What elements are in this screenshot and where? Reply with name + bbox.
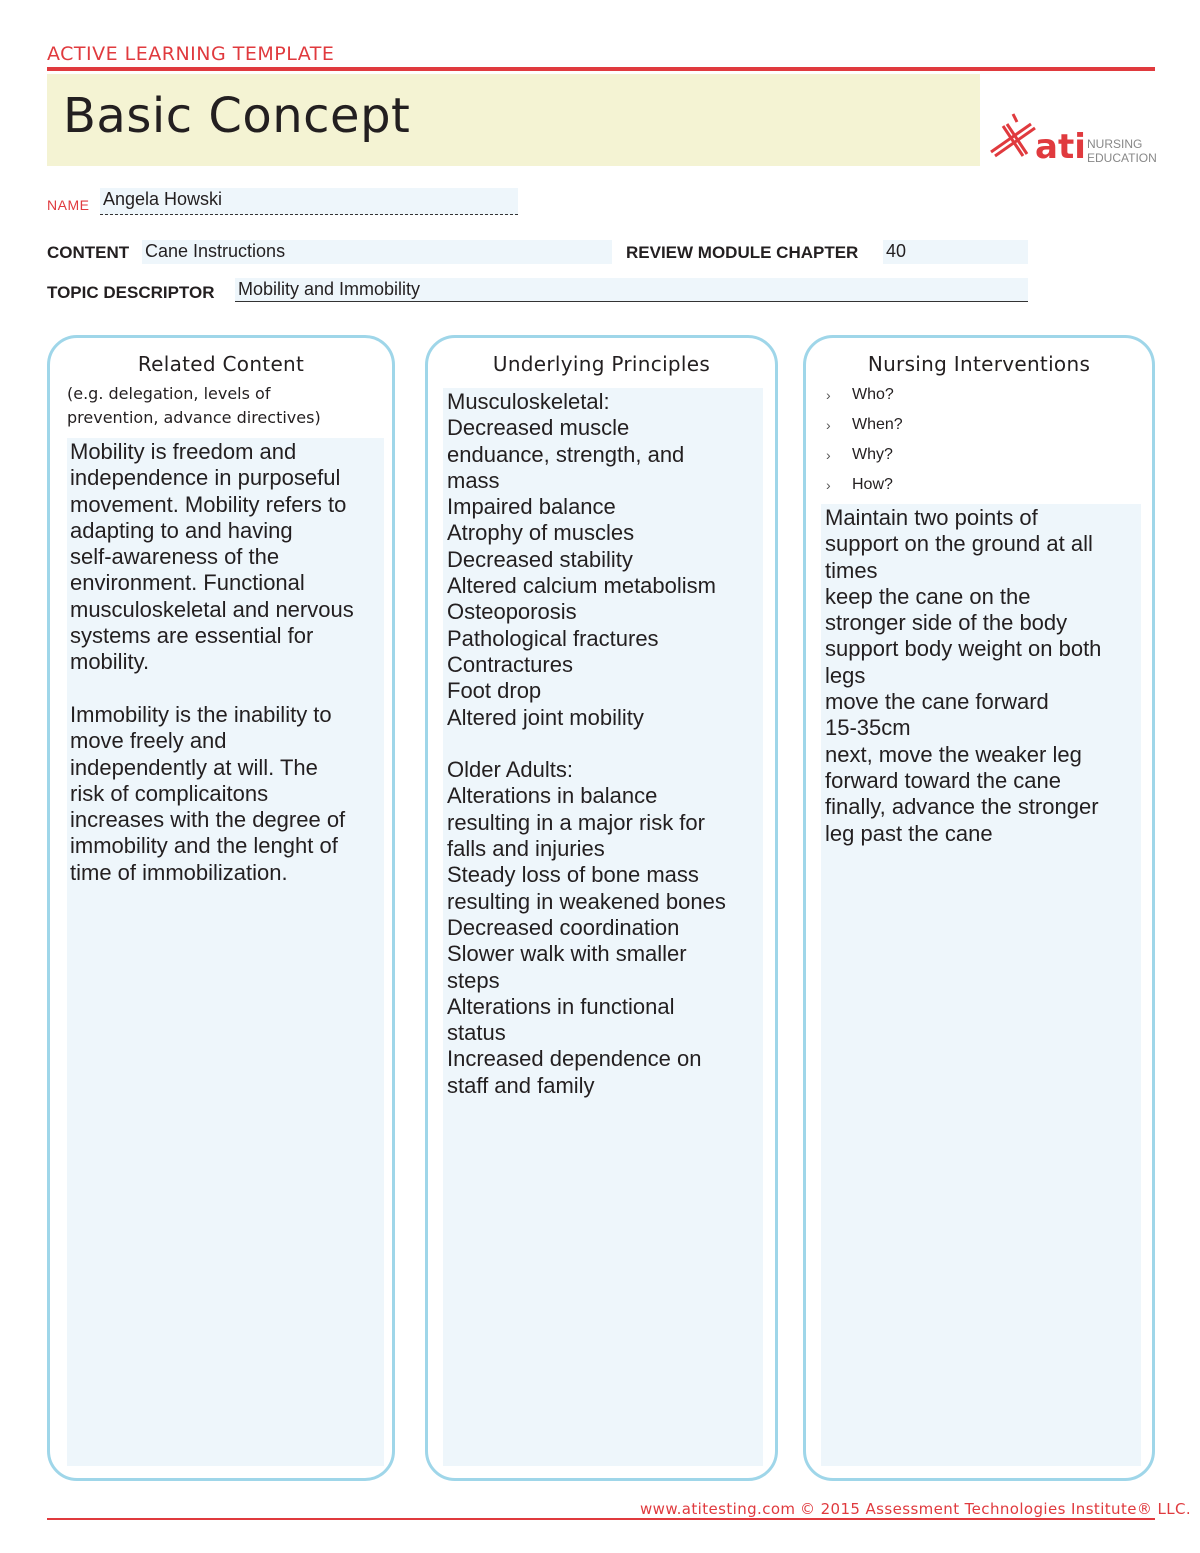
template-label: ACTIVE LEARNING TEMPLATE xyxy=(47,43,335,65)
related-content-panel xyxy=(47,335,395,1481)
page-title: Basic Concept xyxy=(63,88,411,144)
chevron-right-icon: › xyxy=(826,387,831,403)
top-divider xyxy=(47,67,1155,71)
content-label: CONTENT xyxy=(47,243,130,262)
topic-descriptor-value: Mobility and Immobility xyxy=(238,279,421,299)
prompt-why: Why? xyxy=(852,446,893,463)
nursing-interventions-text: Maintain two points of support on the ground at all times keep the cane on the stronger side of the body support body weight on both legs move the cane forward 15-35cm next, move the weaker leg forward toward the cane finally, advance the stronger leg past the cane xyxy=(825,505,1102,846)
underlying-principles-text: Musculoskeletal: Decreased muscle enduance, strength, and mass Impaired balance Atrophy of muscles Decreased stability Altered calcium metabolism Osteoporosis Pathological fractures Contractures Foot drop Altered joint mobility Older Adults: Alterations in balance resulting in a major risk for falls and injuries Steady loss of bone mass resulting in weakened bones Decreased coordination Slower walk with smaller steps Alterations in functional status Increased dependence on staff and family xyxy=(447,389,726,1098)
footer-copyright: © 2015 Assessment Technologies Institute® LLC. xyxy=(800,1500,1191,1518)
prompt-how: How? xyxy=(852,476,893,493)
ati-logo-icon xyxy=(985,108,1160,168)
related-content-subheading: (e.g. delegation, levels of prevention, advance directives) xyxy=(67,384,321,427)
prompt-who: Who? xyxy=(852,386,894,403)
list-item xyxy=(826,440,903,470)
topic-descriptor-label: TOPIC DESCRIPTOR xyxy=(47,283,215,302)
underlying-principles-textbox[interactable] xyxy=(443,388,763,1466)
review-module-value: 40 xyxy=(886,241,907,261)
related-content-textbox[interactable] xyxy=(67,438,384,1466)
prompt-when: When? xyxy=(852,416,903,433)
list-item xyxy=(826,410,903,440)
bottom-divider xyxy=(47,1518,1155,1520)
logo-tagline-2: EDUCATION xyxy=(1087,151,1157,165)
logo-brand: ati xyxy=(1035,127,1086,167)
name-label: NAME xyxy=(47,197,90,213)
nursing-interventions-textbox[interactable] xyxy=(821,504,1141,1466)
name-value: Angela Howski xyxy=(103,189,223,209)
footer-url[interactable]: www.atitesting.com xyxy=(640,1500,796,1518)
list-item xyxy=(826,470,903,500)
chevron-right-icon: › xyxy=(826,477,831,493)
nursing-interventions-panel xyxy=(803,335,1155,1481)
chevron-right-icon: › xyxy=(826,447,831,463)
underlying-principles-panel xyxy=(425,335,778,1481)
ati-logo xyxy=(985,108,1160,168)
underlying-principles-heading: Underlying Principles xyxy=(492,352,711,376)
content-value: Cane Instructions xyxy=(145,241,286,261)
related-content-heading: Related Content xyxy=(137,352,305,376)
nursing-interventions-heading: Nursing Interventions xyxy=(867,352,1091,376)
nursing-prompts-list xyxy=(826,380,903,500)
review-module-label: REVIEW MODULE CHAPTER xyxy=(626,243,859,262)
logo-tagline-1: NURSING xyxy=(1087,137,1143,151)
related-content-text: Mobility is freedom and independence in purposeful movement. Mobility refers to adapting to and having self-awareness of the environment. Functional musculoskeletal and nervous systems are essential for mobility. Immobility is the inability to move freely and independently at will. The risk of complicaitons increases with the degree of immobility and the lenght of time of immobilization. xyxy=(70,439,354,885)
list-item xyxy=(826,380,903,410)
chevron-right-icon: › xyxy=(826,417,831,433)
